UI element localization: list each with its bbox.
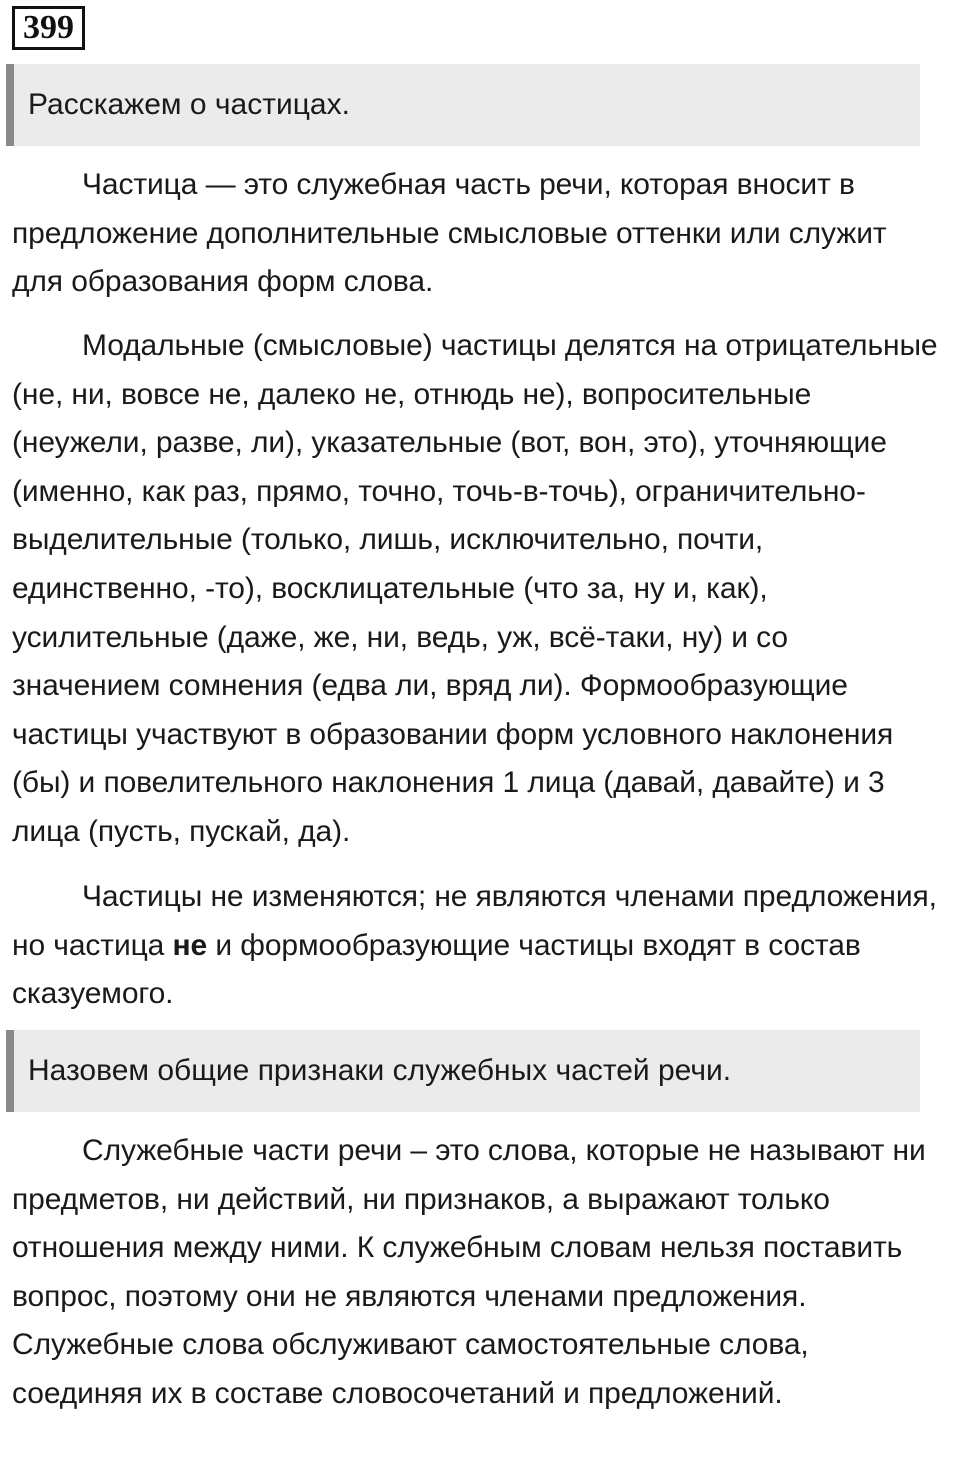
section-header-function-words bbox=[6, 1030, 920, 1112]
paragraph-definition: Частица — это служебная часть речи, которая вносит в предложение дополнительные смысловые оттенки или служит для образования форм слова. bbox=[12, 168, 887, 299]
bold-particle-ne: не bbox=[172, 928, 208, 962]
paragraph-syntax bbox=[12, 873, 942, 1019]
section-header-text: Расскажем о частицах. bbox=[28, 88, 350, 121]
section-header-text: Назовем общие признаки служебных частей речи. bbox=[28, 1054, 732, 1087]
paragraph-classification: Модальные (смысловые) частицы делятся на отрицательные (не, ни, вовсе не, далеко не, отнюдь не), вопросительные (неужели, разве, ли), указательные (вот, вон, это), уточняющие (именно, как раз, прямо, точно, точь-в-точь), ограничительно-выделительные (только, лишь, исключительно, почти, единственно, -то), восклицательные (что за, ну и, как), усилительные (даже, же, ни, ведь, уж, всё-таки, ну) и со значением сомнения (едва ли, вряд ли). Формообразующие частицы участвуют в образовании форм условного наклонения (бы) и повелительного наклонения 1 лица (давай, давайте) и 3 лица (пусть, пускай, да). bbox=[12, 329, 938, 848]
paragraph-function-words: Служебные части речи – это слова, которые не называют ни предметов, ни действий, ни признаков, а выражают только отношения между ними. К служебным словам нельзя поставить вопрос, поэтому они не являются членами предложения. Служебные слова обслуживают самостоятельные слова, соединяя их в составе словосочетаний и предложений. bbox=[12, 1134, 926, 1410]
section-header-particles bbox=[6, 64, 920, 146]
paragraph-syntax-before: Частицы не изменяются; не являются членами предложения, но частица bbox=[12, 880, 937, 962]
paragraph-syntax-after: и формообразующие частицы входят в состав сказуемого. bbox=[12, 928, 861, 1011]
task-number-box: 399 bbox=[12, 6, 85, 50]
